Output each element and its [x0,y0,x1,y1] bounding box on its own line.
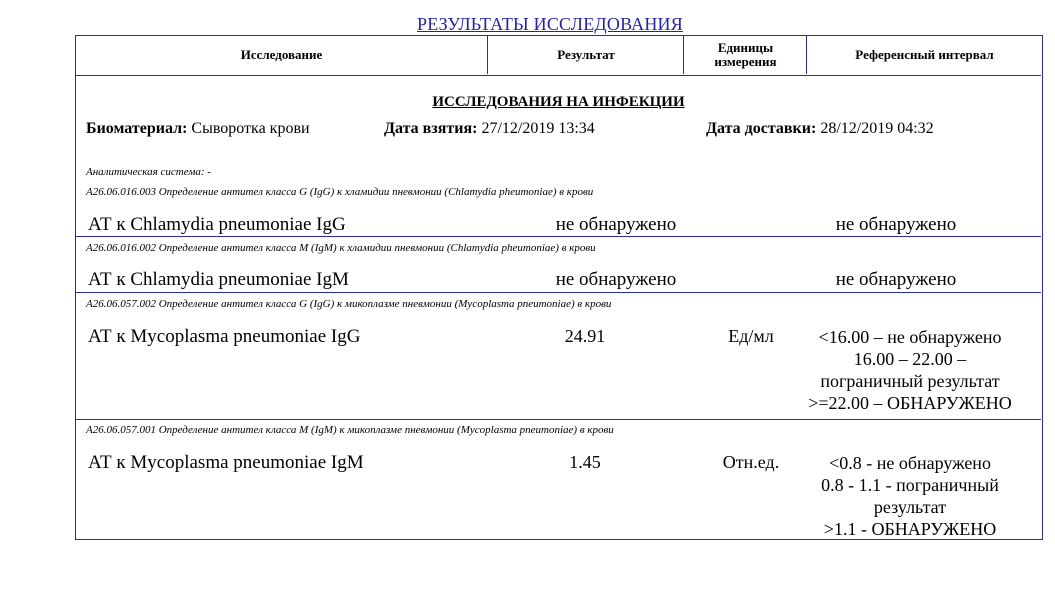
section-title: ИССЛЕДОВАНИЯ НА ИНФЕКЦИИ [432,94,685,110]
biomaterial-value: Сыворотка крови [191,120,310,137]
test-code: A26.06.057.001 Определение антител класса M (IgM) к микоплазме пневмонии (Mycoplasma pneumoniae) в крови [86,424,614,436]
results-table [75,35,1043,540]
date-taken [384,120,595,138]
test-name: АТ к Mycoplasma pneumoniae IgM [88,452,364,473]
test-units: Ед/мл [728,326,774,346]
reference-line: 0.8 - 1.1 - пограничный [821,475,999,495]
header-result: Результат [487,36,684,74]
biomaterial [86,120,310,138]
test-name: АТ к Chlamydia pneumoniae IgM [88,269,349,290]
reference-line: не обнаружено [835,214,957,235]
test-units: Отн.ед. [722,452,780,472]
header-units-line1: Единицы [717,40,774,55]
date-delivered [706,120,934,138]
header-units [683,36,807,74]
test-code: A26.06.016.002 Определение антител класса M (IgM) к хламидии пневмонии (Chlamydia pheumoniae) в крови [86,242,596,254]
test-reference [779,326,1041,414]
test-result: 1.45 [569,452,601,472]
reference-line: >=22.00 – ОБНАРУЖЕНО [808,393,1012,413]
reference-line: >1.1 - ОБНАРУЖЕНО [823,519,997,539]
reference-line: результат [873,497,947,517]
test-reference [779,452,1041,540]
test-code: A26.06.057.002 Определение антител класса G (IgG) к микоплазме пневмонии (Mycoplasma pneumoniae) в крови [86,298,612,310]
test-result: не обнаружено [555,269,677,290]
test-code: A26.06.016.003 Определение антител класса G (IgG) к хламидии пневмонии (Chlamydia pheumoniae) в крови [86,186,594,198]
reference-line: пограничный результат [820,371,1000,391]
test-name: АТ к Mycoplasma pneumoniae IgG [88,326,361,347]
test-name: АТ к Chlamydia pneumoniae IgG [88,214,346,235]
table-header [76,36,1041,76]
header-study: Исследование [240,47,323,62]
reference-line: <0.8 - не обнаружено [829,453,991,473]
header-reference: Референсный интервал [806,36,1042,74]
row-divider [76,292,1041,293]
date-delivered-value: 28/12/2019 04:32 [820,120,934,137]
analytic-system: Аналитическая система: - [86,166,211,178]
date-delivered-label: Дата доставки: [706,120,817,137]
reference-line: не обнаружено [835,269,957,290]
reference-line: <16.00 – не обнаружено [818,327,1002,347]
page-title: РЕЗУЛЬТАТЫ ИССЛЕДОВАНИЯ [417,14,683,34]
reference-line: 16.00 – 22.00 – [853,349,967,369]
row-divider [76,236,1041,237]
row-divider [76,419,1041,420]
date-taken-value: 27/12/2019 13:34 [481,120,595,137]
test-reference [816,269,976,291]
test-result: не обнаружено [555,214,677,235]
test-result: 24.91 [564,326,606,346]
biomaterial-label: Биоматериал: [86,120,188,137]
date-taken-label: Дата взятия: [384,120,478,137]
test-reference [816,214,976,236]
header-units-line2: измерения [714,54,777,69]
